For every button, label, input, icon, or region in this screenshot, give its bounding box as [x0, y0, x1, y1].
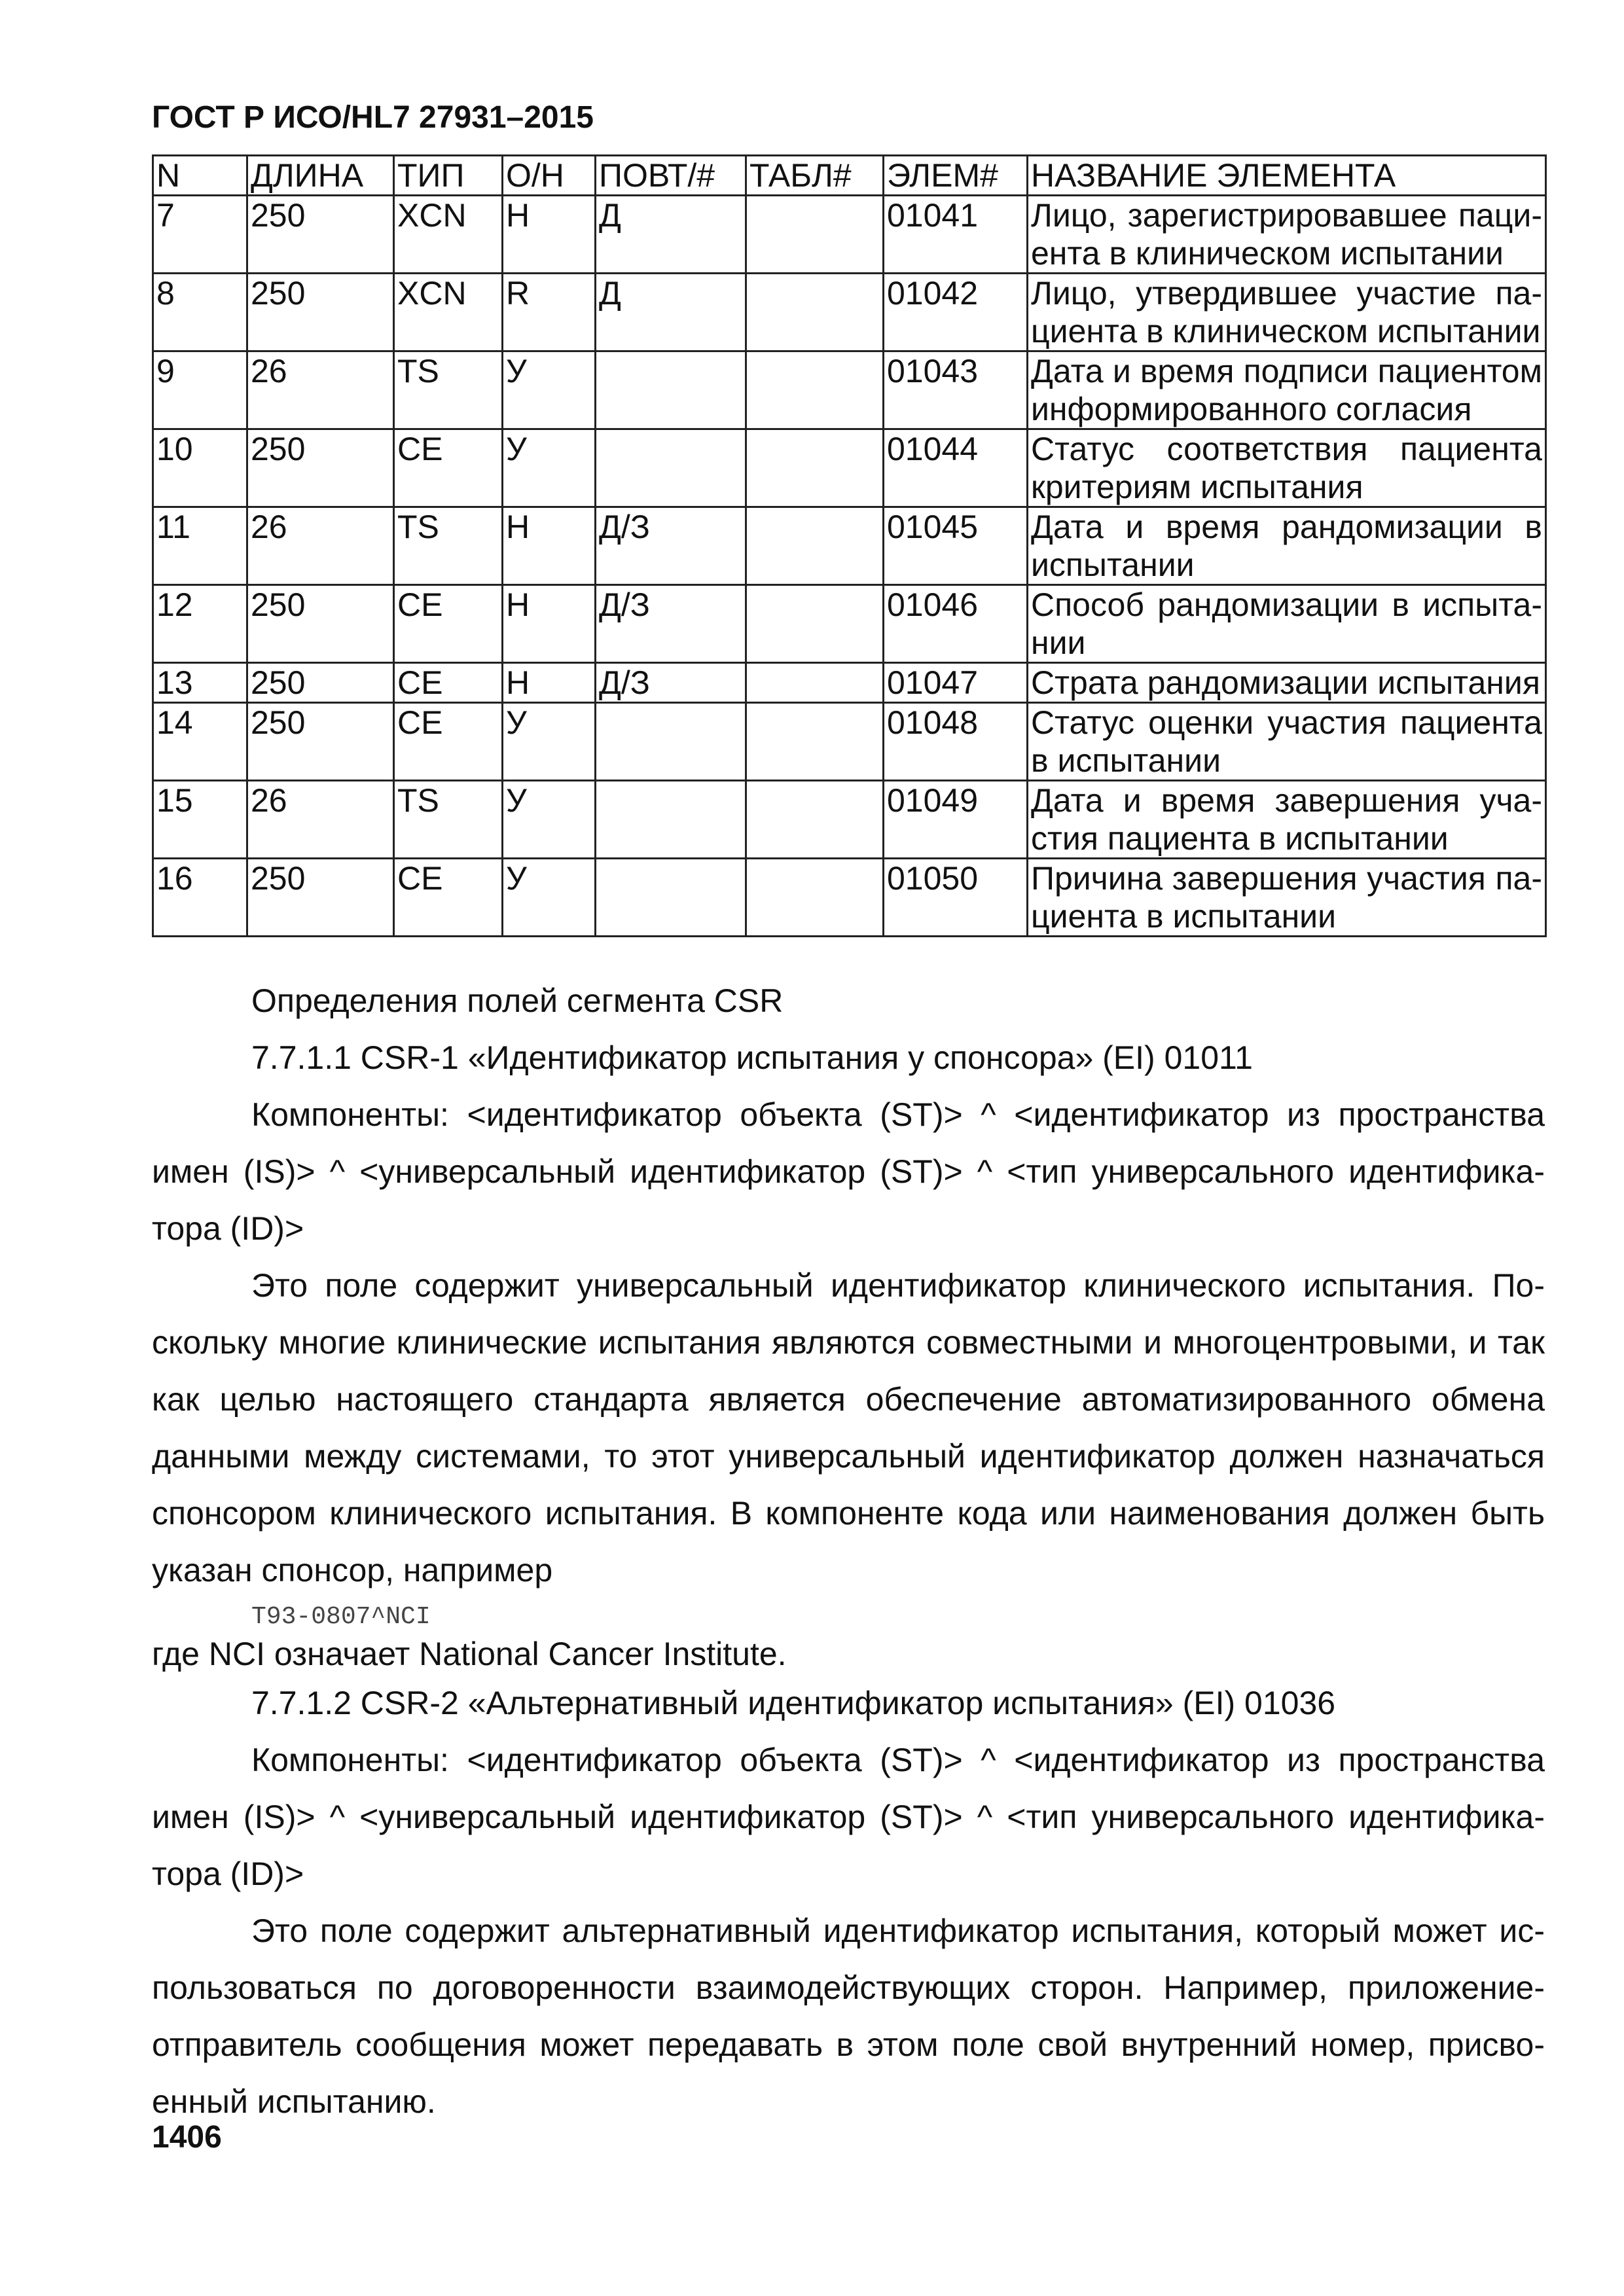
cell-repeat: Д: [596, 196, 746, 274]
cell-length: 250: [247, 274, 394, 351]
cell-element: 01048: [884, 703, 1028, 781]
components-paragraph-2: Компоненты: <идентификатор объекта (ST)> ^ <идентификатор из пространства имен (IS)> ^ <универсальный идентификатор (ST)> ^ <тип универсального идентификатора (ID)>: [152, 1742, 1545, 1892]
body-text: [152, 973, 1545, 2130]
cell-element-name: Страта рандомизации испытания: [1028, 663, 1546, 703]
cell-type: CE: [394, 429, 503, 507]
cell-type: CE: [394, 585, 503, 663]
cell-element-name: Лицо, зарегистрировавшее пациента в клиническом испытании: [1028, 196, 1546, 274]
cell-n: 7: [153, 196, 247, 274]
table-row: [153, 859, 1546, 937]
code-example: T93-0807^NCI: [251, 1603, 431, 1631]
cell-opt: У: [503, 859, 596, 937]
cell-type: TS: [394, 507, 503, 585]
cell-repeat: [596, 859, 746, 937]
cell-opt: У: [503, 351, 596, 429]
cell-repeat: Д/З: [596, 663, 746, 703]
cell-table: [746, 663, 884, 703]
cell-n: 8: [153, 274, 247, 351]
cell-n: 14: [153, 703, 247, 781]
table-row: [153, 703, 1546, 781]
cell-element: 01041: [884, 196, 1028, 274]
cell-element-name: Причина завершения участия пациента в испытании: [1028, 859, 1546, 937]
cell-length: 250: [247, 585, 394, 663]
cell-repeat: Д: [596, 274, 746, 351]
cell-type: CE: [394, 663, 503, 703]
cell-n: 11: [153, 507, 247, 585]
table-row: [153, 196, 1546, 274]
cell-element: 01044: [884, 429, 1028, 507]
cell-table: [746, 351, 884, 429]
table-row: [153, 585, 1546, 663]
cell-type: TS: [394, 781, 503, 859]
cell-type: CE: [394, 703, 503, 781]
table-row: [153, 429, 1546, 507]
page-number: 1406: [152, 2120, 222, 2155]
field-heading-csr-1: 7.7.1.1 CSR-1 «Идентификатор испытания у спонсора» (EI) 01011: [251, 1039, 1253, 1076]
cell-element-name: Дата и время завершения участия пациента в испытании: [1028, 781, 1546, 859]
table-row: [153, 781, 1546, 859]
cell-length: 250: [247, 663, 394, 703]
cell-element: 01050: [884, 859, 1028, 937]
description-paragraph-1: Это поле содержит универсальный идентификатор клинического испытания. Поскольку многие клинические испытания являются совместными и многоцентровыми, и так как целью настоящего стандарта является обеспечение автоматизированного обмена данными между системами, то этот универсальный идентификатор должен назначаться спонсором клинического испытания. В компоненте кода или наименования должен быть указан спонсор, например: [152, 1267, 1545, 1588]
col-header-n: N: [153, 156, 247, 196]
cell-element: 01049: [884, 781, 1028, 859]
cell-table: [746, 429, 884, 507]
cell-type: XCN: [394, 196, 503, 274]
cell-length: 26: [247, 351, 394, 429]
cell-n: 16: [153, 859, 247, 937]
cell-element-name: Дата и время подписи пациентом информированного согласия: [1028, 351, 1546, 429]
cell-n: 10: [153, 429, 247, 507]
table-header-row: [153, 156, 1546, 196]
cell-length: 26: [247, 507, 394, 585]
cell-table: [746, 781, 884, 859]
cell-table: [746, 859, 884, 937]
cell-table: [746, 585, 884, 663]
cell-element-name: Статус соответствия пациента критериям испытания: [1028, 429, 1546, 507]
cell-element-name: Лицо, утвердившее участие пациента в клиническом испытании: [1028, 274, 1546, 351]
cell-element: 01043: [884, 351, 1028, 429]
col-header-element-name: НАЗВАНИЕ ЭЛЕМЕНТА: [1028, 156, 1546, 196]
cell-n: 15: [153, 781, 247, 859]
cell-type: TS: [394, 351, 503, 429]
cell-element: 01045: [884, 507, 1028, 585]
cell-type: XCN: [394, 274, 503, 351]
cell-element-name: Дата и время рандомизации в испытании: [1028, 507, 1546, 585]
col-header-repeat: ПОВТ/#: [596, 156, 746, 196]
segment-fields-table: [152, 154, 1547, 937]
cell-length: 26: [247, 781, 394, 859]
cell-opt: Н: [503, 585, 596, 663]
cell-repeat: [596, 781, 746, 859]
col-header-element: ЭЛЕМ#: [884, 156, 1028, 196]
cell-element-name: Способ рандомизации в испытании: [1028, 585, 1546, 663]
cell-length: 250: [247, 703, 394, 781]
cell-table: [746, 274, 884, 351]
section-intro: Определения полей сегмента CSR: [251, 982, 784, 1019]
cell-element: 01042: [884, 274, 1028, 351]
cell-type: CE: [394, 859, 503, 937]
cell-opt: Н: [503, 663, 596, 703]
cell-table: [746, 703, 884, 781]
cell-n: 12: [153, 585, 247, 663]
cell-opt: Н: [503, 196, 596, 274]
cell-opt: У: [503, 781, 596, 859]
cell-n: 9: [153, 351, 247, 429]
cell-repeat: [596, 703, 746, 781]
cell-repeat: [596, 429, 746, 507]
cell-table: [746, 196, 884, 274]
col-header-table: ТАБЛ#: [746, 156, 884, 196]
cell-element-name: Статус оценки участия пациента в испытании: [1028, 703, 1546, 781]
code-explanation: где NCI означает National Cancer Institute.: [152, 1636, 787, 1672]
cell-opt: У: [503, 703, 596, 781]
document-header: ГОСТ Р ИСО/HL7 27931–2015: [152, 100, 594, 135]
table-row: [153, 663, 1546, 703]
cell-table: [746, 507, 884, 585]
cell-repeat: Д/З: [596, 507, 746, 585]
cell-element: 01047: [884, 663, 1028, 703]
cell-repeat: Д/З: [596, 585, 746, 663]
cell-opt: R: [503, 274, 596, 351]
col-header-opt: О/Н: [503, 156, 596, 196]
cell-element: 01046: [884, 585, 1028, 663]
col-header-type: ТИП: [394, 156, 503, 196]
cell-opt: Н: [503, 507, 596, 585]
cell-length: 250: [247, 196, 394, 274]
field-heading-csr-2: 7.7.1.2 CSR-2 «Альтернативный идентификатор испытания» (EI) 01036: [251, 1685, 1336, 1721]
table-row: [153, 351, 1546, 429]
components-paragraph-1: Компоненты: <идентификатор объекта (ST)> ^ <идентификатор из пространства имен (IS)> ^ <универсальный идентификатор (ST)> ^ <тип универсального идентификатора (ID)>: [152, 1096, 1545, 1247]
col-header-length: ДЛИНА: [247, 156, 394, 196]
cell-repeat: [596, 351, 746, 429]
cell-opt: У: [503, 429, 596, 507]
cell-length: 250: [247, 429, 394, 507]
description-paragraph-2: Это поле содержит альтернативный идентификатор испытания, который может использоваться по договоренности взаимодействующих сторон. Например, приложение-отправитель сообщения может передавать в этом поле свой внутренний номер, присвоенный испытанию.: [152, 1912, 1545, 2120]
table-row: [153, 274, 1546, 351]
cell-length: 250: [247, 859, 394, 937]
cell-n: 13: [153, 663, 247, 703]
table-row: [153, 507, 1546, 585]
